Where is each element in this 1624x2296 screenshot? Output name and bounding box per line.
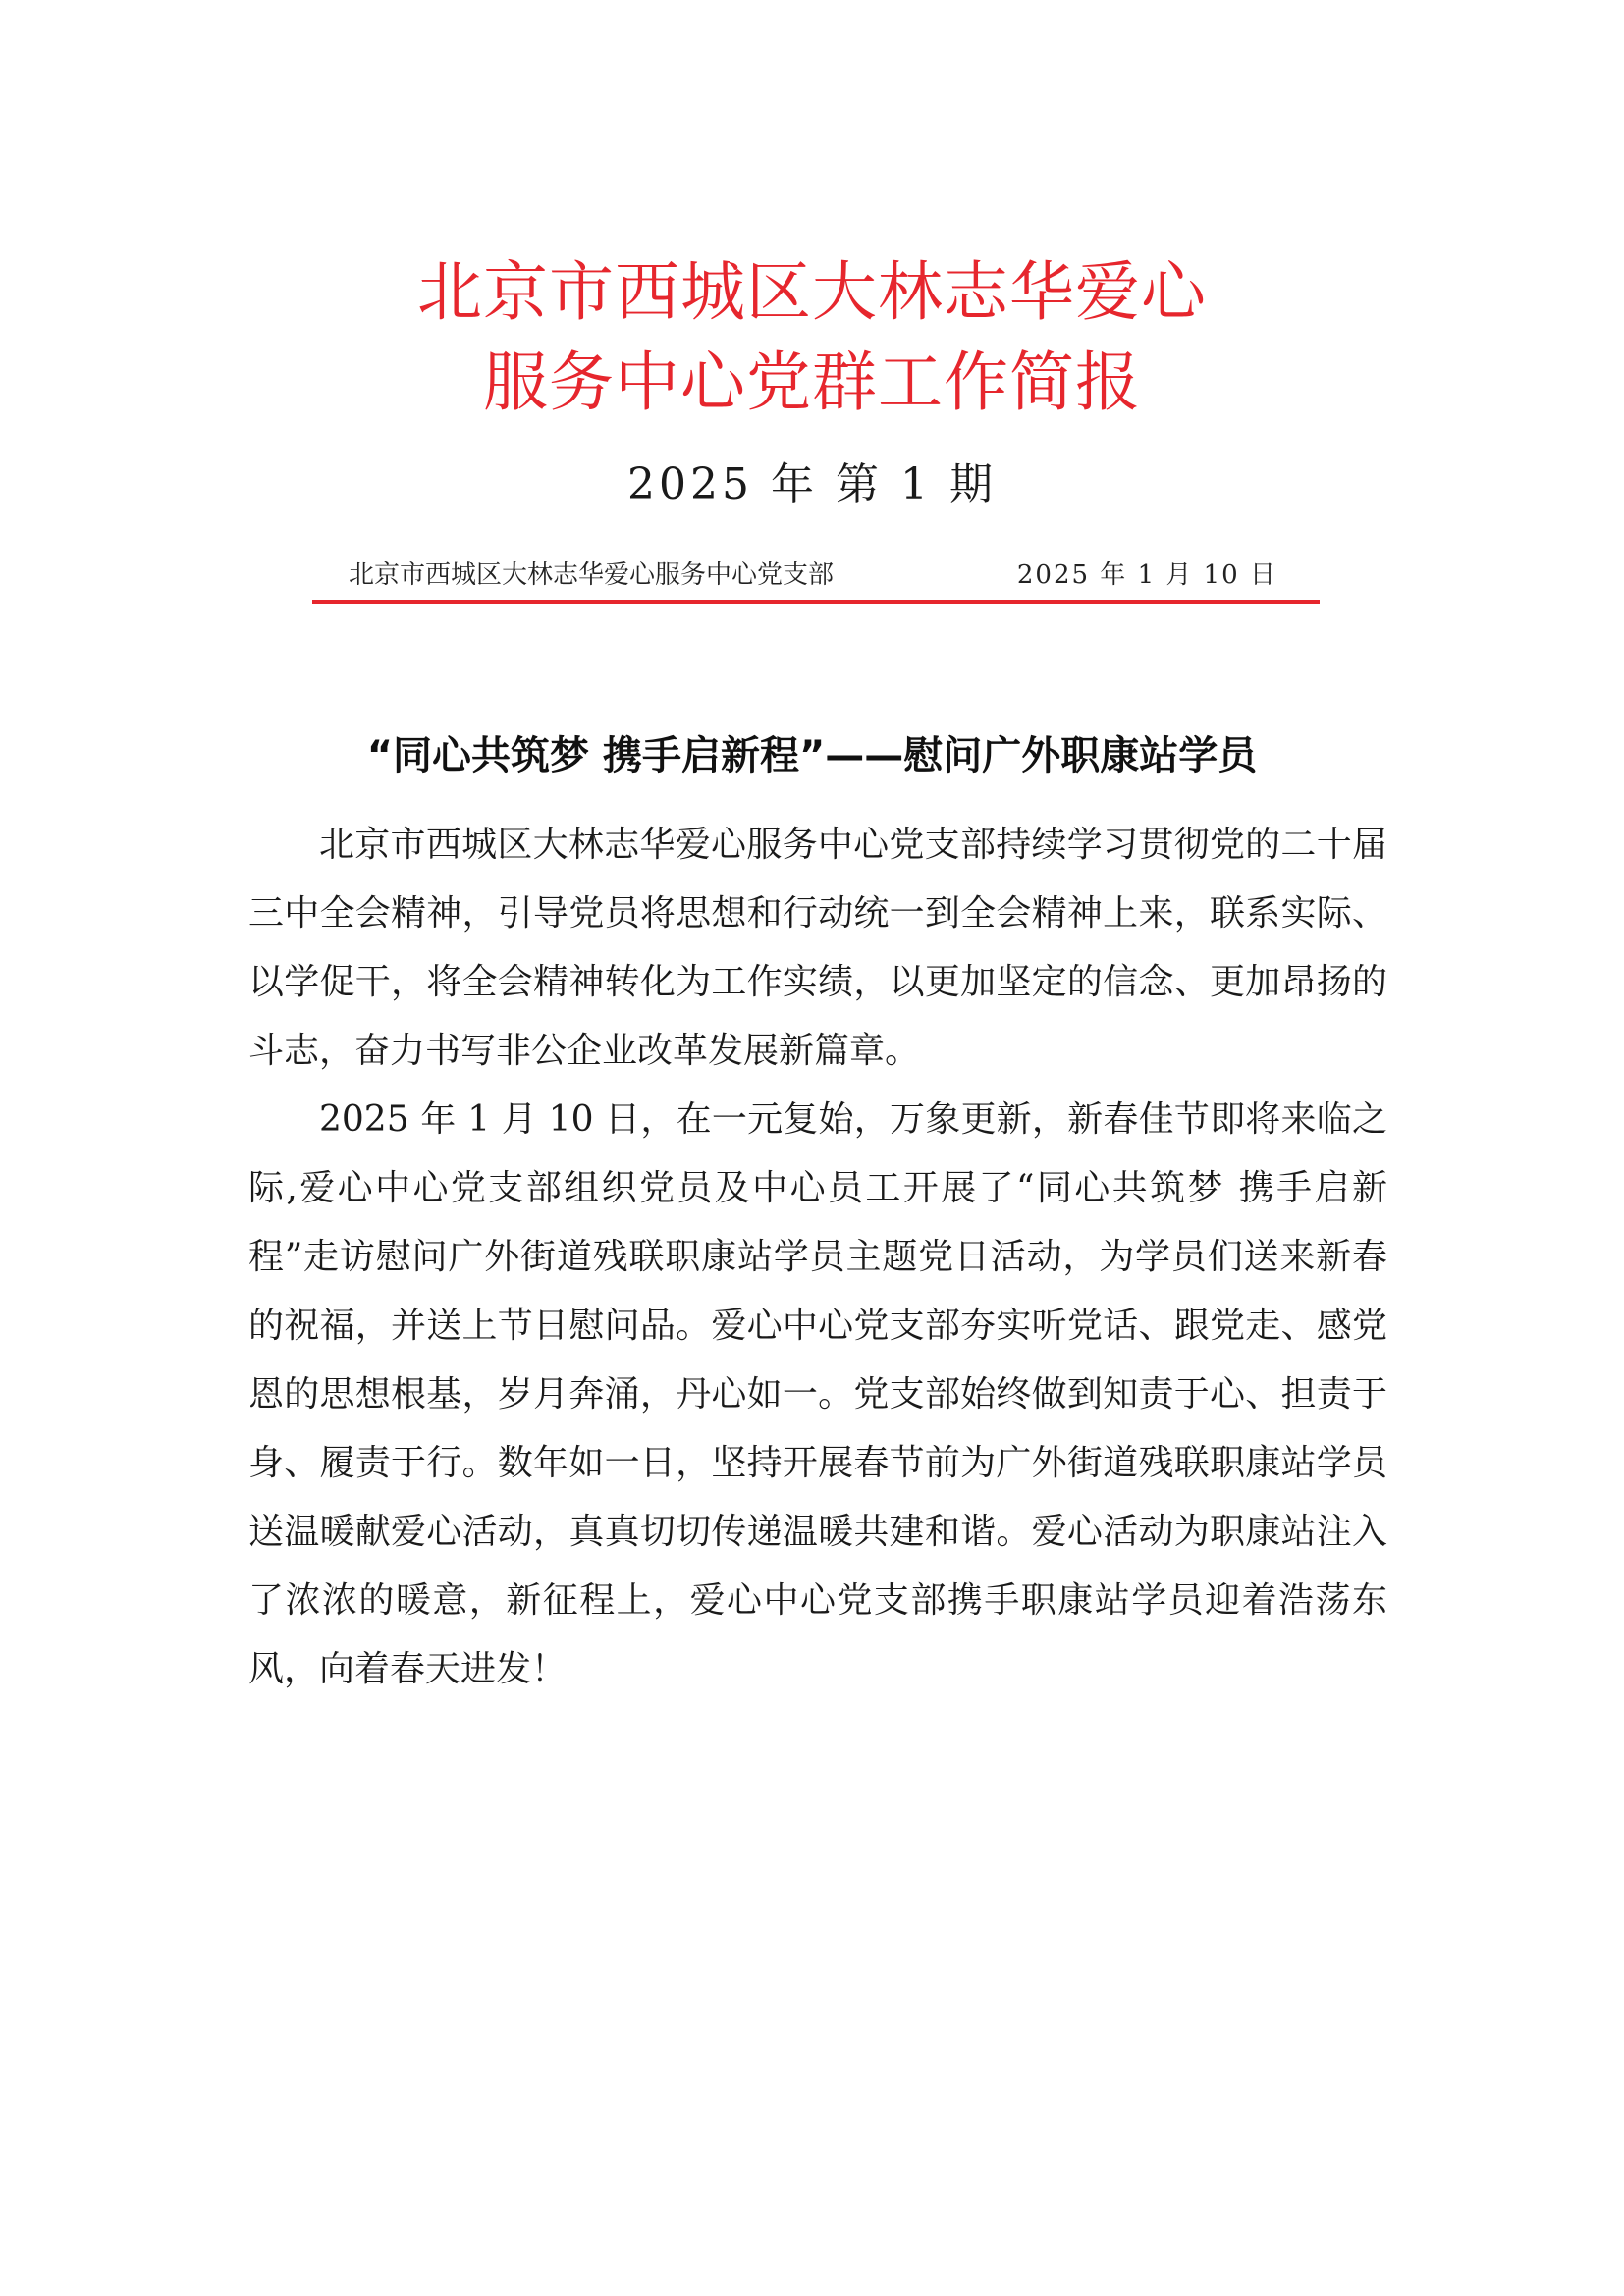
article-paragraph-1: 北京市西城区大林志华爱心服务中心党支部持续学习贯彻党的二十届三中全会精神，引导党员将思想和行动统一到全会精神上来，联系实际、以学促干，将全会精神转化为工作实绩，以更加坚定的信念、更加昂扬的斗志，奋力书写非公企业改革发展新篇章。 (248, 825, 1387, 1071)
red-divider-rule (312, 600, 1320, 604)
issuer-organization: 北京市西城区大林志华爱心服务中心党支部 (349, 561, 835, 590)
masthead-line-2: 服务中心党群工作简报 (483, 345, 1141, 420)
issuer-row (349, 556, 1277, 595)
issue-number: 2025 年 第 1 期 (627, 459, 997, 509)
article-title: “同心共筑梦 携手启新程”——慰问广外职康站学员 (366, 733, 1258, 778)
issue-date: 2025 年 1 月 10 日 (1016, 561, 1277, 590)
article-paragraph-2: 2025 年 1 月 10 日，在一元复始，万象更新，新春佳节即将来临之际,爱心中心党支部组织党员及中心员工开展了“同心共筑梦 携手启新程”走访慰问广外街道残联职康站学员主题党日活动，为学员们送来新春的祝福，并送上节日慰问品。爱心中心党支部夯实听党话、跟党走、感党恩的思想根基，岁月奔涌，丹心如一。党支部始终做到知责于心、担责于身、履责于行。数年如一日，坚持开展春节前为广外街道残联职康站学员送温暖献爱心活动，真真切切传递温暖共建和谐。爱心活动为职康站注入了浓浓的暖意，新征程上，爱心中心党支部携手职康站学员迎着浩荡东风，向着春天进发！ (248, 1099, 1387, 1689)
masthead-line-1: 北京市西城区大林志华爱心 (417, 254, 1207, 330)
article-body (248, 811, 1387, 1704)
